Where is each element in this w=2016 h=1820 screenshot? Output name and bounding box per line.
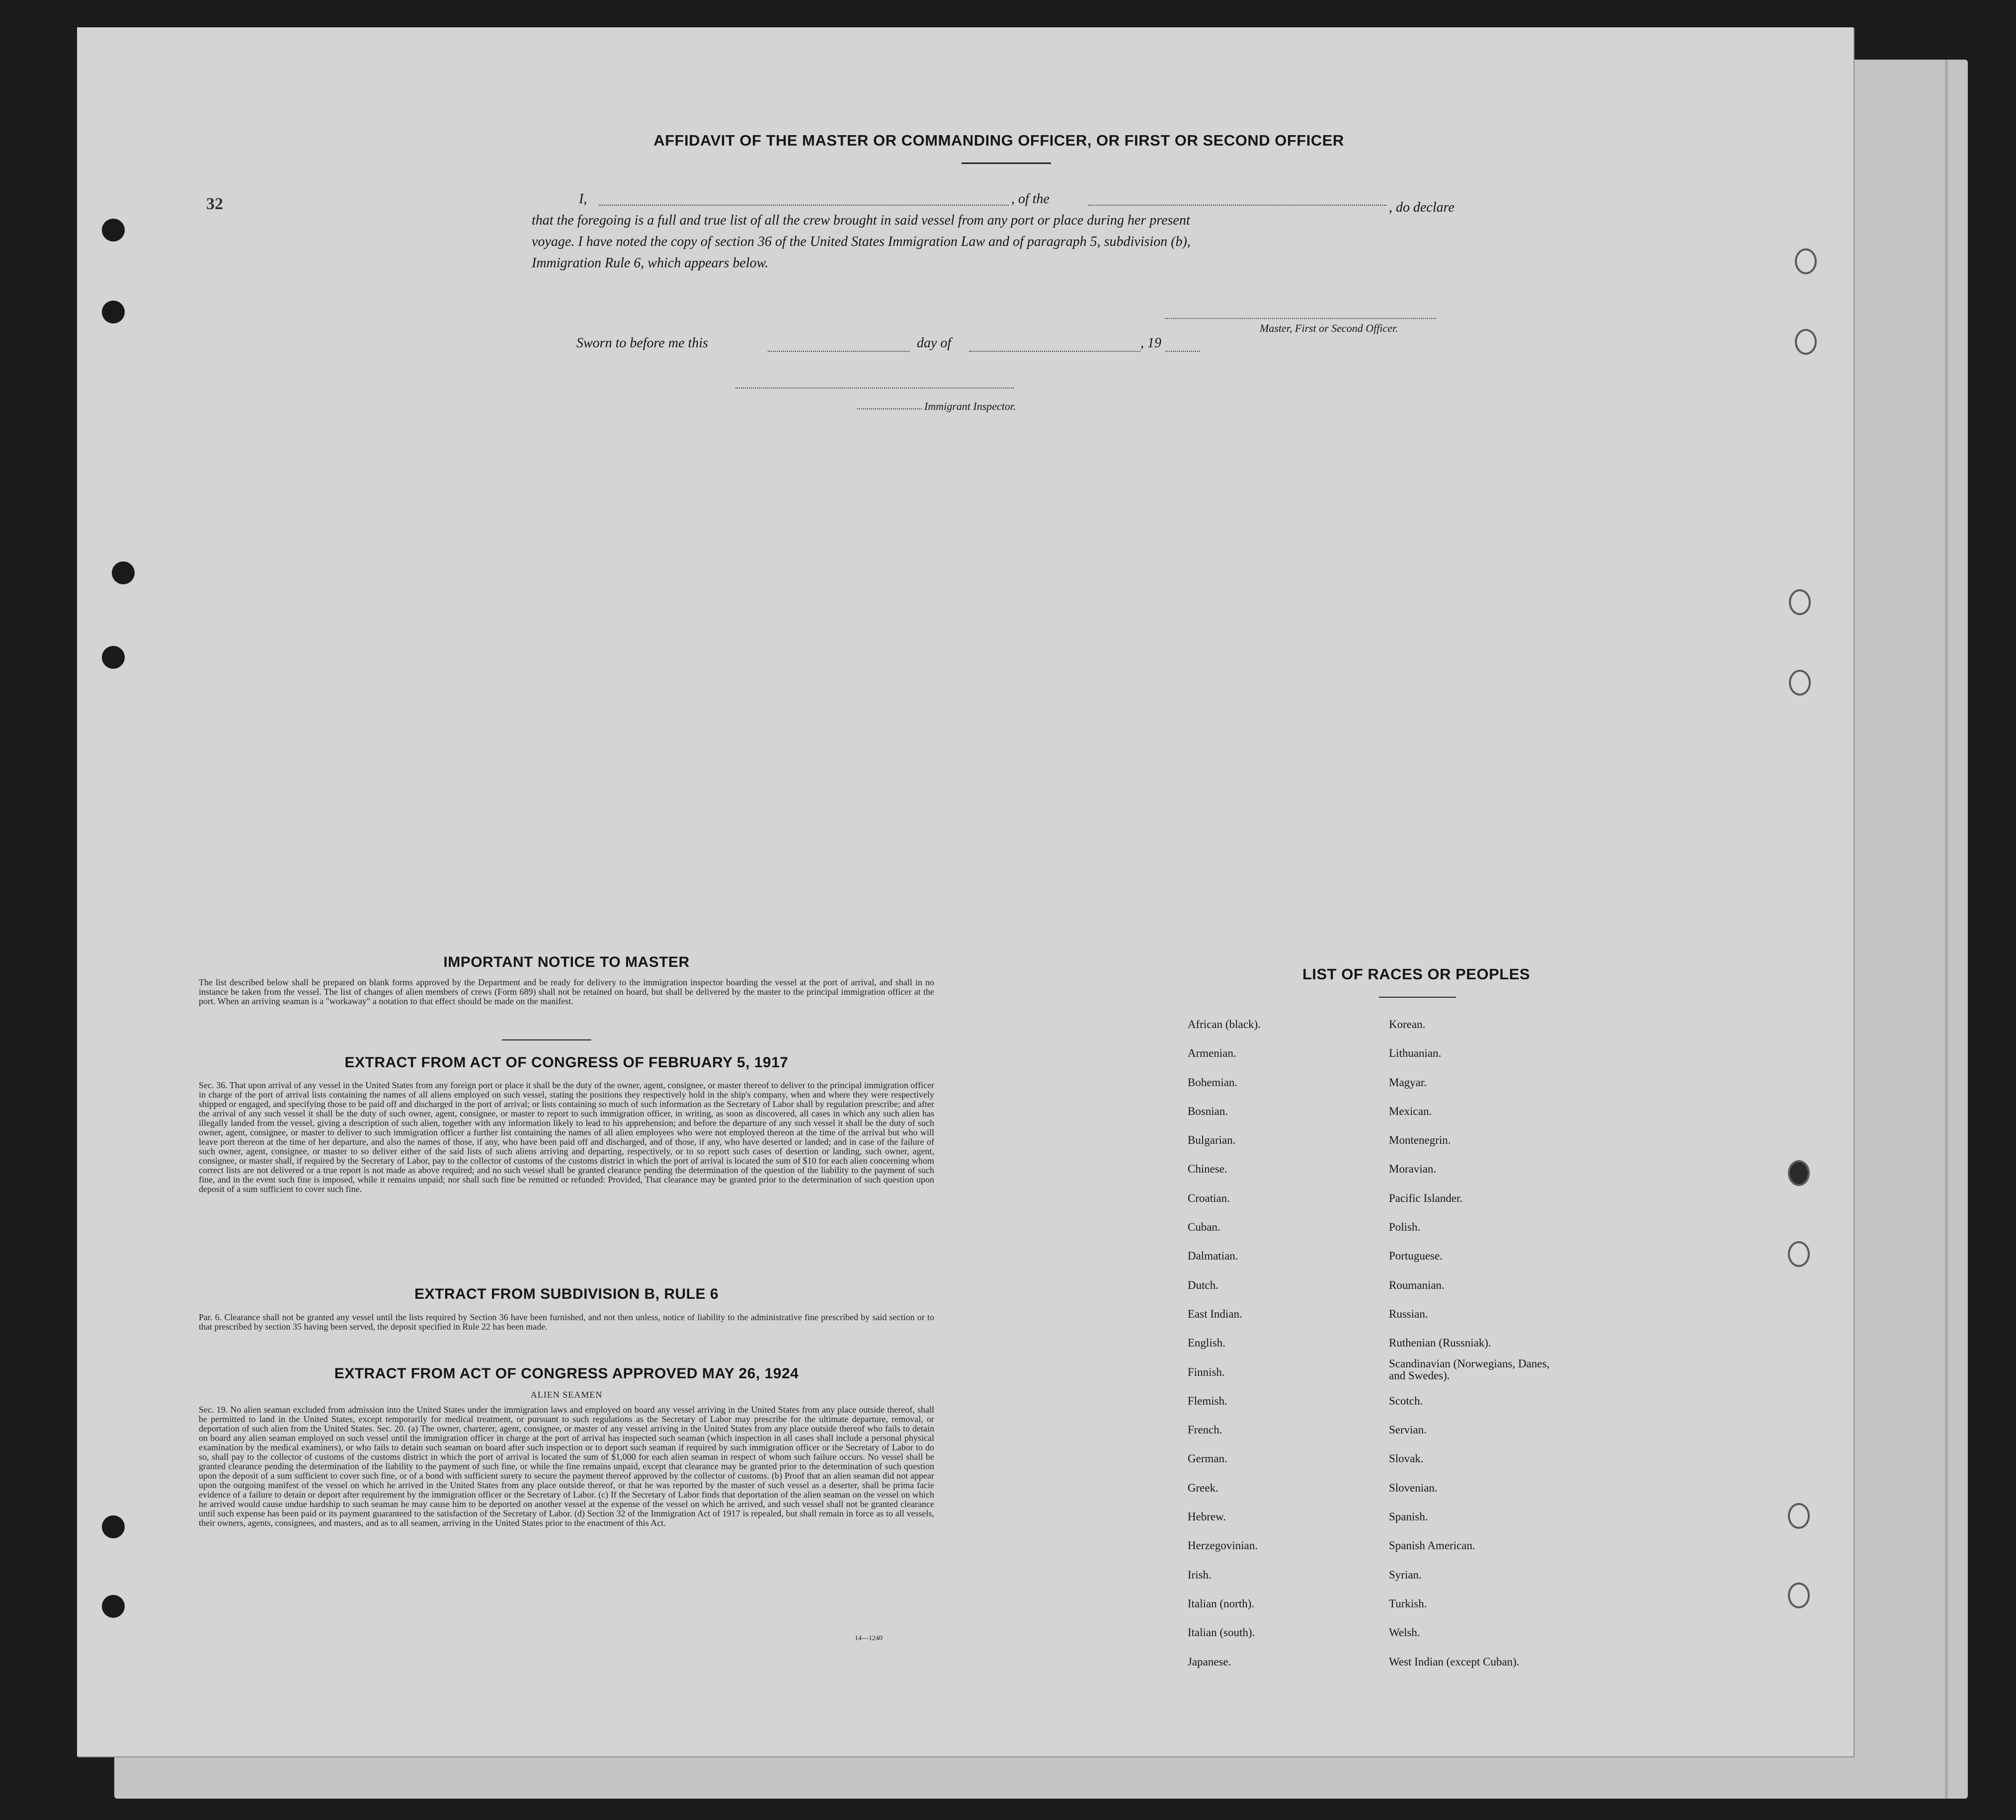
sworn-year-blank[interactable] — [1165, 351, 1200, 352]
punch-hole — [1788, 1241, 1810, 1267]
extract-1924-subtitle: ALIEN SEAMEN — [530, 1390, 603, 1400]
race-item: African (black). — [1188, 1018, 1261, 1030]
title-rule — [962, 162, 1051, 164]
race-item: Irish. — [1188, 1568, 1211, 1581]
vessel-blank[interactable] — [1088, 205, 1386, 206]
punch-hole — [102, 1515, 125, 1538]
master-signature-line[interactable] — [1165, 318, 1436, 319]
notice-title: IMPORTANT NOTICE TO MASTER — [443, 954, 690, 970]
race-item: French. — [1188, 1424, 1222, 1436]
extract-1917-title: EXTRACT FROM ACT OF CONGRESS OF FEBRUARY 5, 1917 — [344, 1054, 789, 1071]
race-item: Ruthenian (Russniak). — [1389, 1337, 1491, 1349]
form-number: 14—1240 — [855, 1635, 883, 1642]
year-label: , 19 — [1140, 335, 1161, 351]
race-item: Welsh. — [1389, 1626, 1420, 1639]
race-item: Bohemian. — [1188, 1076, 1238, 1089]
inspector-signature-line[interactable] — [735, 388, 1014, 389]
do-declare-label: , do declare — [1389, 200, 1454, 215]
race-item: Syrian. — [1389, 1568, 1422, 1581]
race-item: Mexican. — [1389, 1105, 1432, 1117]
race-item: Armenian. — [1188, 1047, 1236, 1060]
race-item: Turkish. — [1389, 1597, 1427, 1610]
race-item: Servian. — [1389, 1424, 1427, 1436]
extract-1917-text: Sec. 36. That upon arrival of any vessel in the United States from any foreign port or place it shall be the duty of the owner, agent, consignee, or master thereof to deliver to the principal immigration officer in charge of the port of arrival lists containing the names of all aliens employed on such vessel, stating the positions they respectively hold in the ship's company, when and where they were respectively shipped or engaged, and specifying those to be paid off and discharged in the port of arrival; or lists containing so much of such information as the Secretary of Labor shall by regulation prescribe; and after the arrival of any such vessel it shall be the duty of such owner, agent, consignee, or master to report to such immigration officer, in writing, as soon as discovered, all cases in which any such alien has illegally landed from the vessel, giving a description of such alien, together with any information likely to lead to his apprehension; and before the departure of any such vessel it shall be the duty of such owner, agent, consignee, or master to deliver to such immigration officer a further list containing the names of all alien employees who were not employed thereon at the time of the arrival but who will leave port thereon at the time of her departure, and also the names of those, if any, who have been paid off and discharged, and of those, if any, who have deserted or landed; and in case of the failure of such owner, agent, consignee, or master to so deliver either of the said lists of such aliens arriving and departing, respectively, or to so report such cases of desertion or landing, such owner, agent, consignee, or master shall, if required by the Secretary of Labor, pay to the collector of customs of the customs district in which the port of arrival is located the sum of $10 for each alien concerning whom correct lists are not delivered or a true report is not made as above required; and no such vessel shall be granted clearance pending the determination of the question of the liability to the payment of such fine, and in the event such fine is imposed, while it remains unpaid; nor shall such fine be remitted or refunded: Provided, That clearance may be granted prior to the determination of such question upon deposit of a sum sufficient to cover such fine. — [199, 1080, 934, 1194]
race-item: Russian. — [1389, 1307, 1428, 1320]
race-item: Italian (south). — [1188, 1626, 1255, 1639]
affidavit-line-1: that the foregoing is a full and true list of all the crew brought in said vessel from any port or place during her present — [532, 213, 1190, 228]
race-item: Spanish American. — [1389, 1539, 1475, 1552]
race-item: Bosnian. — [1188, 1105, 1228, 1117]
extract-1924-title: EXTRACT FROM ACT OF CONGRESS APPROVED MAY 26, 1924 — [334, 1365, 799, 1382]
race-item: West Indian (except Cuban). — [1389, 1655, 1520, 1668]
race-item: Roumanian. — [1389, 1278, 1445, 1291]
race-item: Spanish. — [1389, 1510, 1428, 1523]
race-item: Slovenian. — [1389, 1481, 1438, 1494]
affidavit-line-2: voyage. I have noted the copy of section 36 of the United States Immigration Law and of paragraph 5, subdivision (b), — [532, 234, 1191, 249]
race-item: Moravian. — [1389, 1163, 1437, 1176]
race-item: Lithuanian. — [1389, 1047, 1442, 1060]
name-blank[interactable] — [599, 205, 1009, 206]
punch-hole — [102, 219, 125, 241]
punch-hole — [112, 561, 135, 584]
inspector-label: Immigrant Inspector. — [924, 400, 1016, 412]
race-item: Magyar. — [1389, 1076, 1427, 1089]
races-column-2 — [1389, 1010, 1558, 1676]
races-rule — [1379, 997, 1456, 998]
master-signature-label: Master, First or Second Officer. — [1260, 322, 1398, 334]
race-item: Herzegovinian. — [1188, 1539, 1258, 1552]
margin-mark: 32 — [206, 195, 223, 213]
punch-hole — [1795, 329, 1817, 355]
of-the-label: , of the — [1011, 191, 1049, 207]
extract-1924-text: Sec. 19. No alien seaman excluded from admission into the United States under the immigration laws and employed on board any vessel arriving in the United States from any place outside thereof, shall be permitted to land in the United States, except temporarily for medical treatment, or pursuant to such regulations as the Secretary of Labor may prescribe for the ultimate departure, removal, or deportation of such alien from the United States. Sec. 20. (a) The owner, charterer, agent, consignee, or master of any vessel arriving in the United States from any place outside thereof who fails to detain on board any alien seaman employed on such vessel until the immigration officer in charge at the port of arrival has inspected such seaman (which inspection in all cases shall include a personal physical examination by the medical examiners), or who fails to detain such seaman on board after such inspection or to deport such seaman if required by such immigration officer or the Secretary of Labor to do so, shall pay to the collector of customs of the customs district in which the port of arrival is located the sum of $1,000 for each alien seaman in respect of whom such failure occurs. No vessel shall be granted clearance pending the determination of the liability to the payment of such fine, or while the fine remains unpaid, except that clearance may be granted prior to the determination of such question upon the deposit of a sum sufficient to cover such fine, or of a bond with sufficient surety to secure the payment thereof approved by the collector of customs. (b) Proof that an alien seaman did not appear upon the outgoing manifest of the vessel on which he arrived in the United States from any place outside thereof, or that he was reported by the master of such vessel as a deserter, shall be prima facie evidence of a failure to detain or deport after requirement by the immigration officer or the Secretary of Labor. (c) If the Secretary of Labor finds that deportation of the alien seaman on the vessel on which he arrived would cause undue hardship to such seaman he may cause him to be deported on another vessel at the expense of the vessel on which he arrived, and such vessel shall not be granted clearance until such expense has been paid or its payment guaranteed to the satisfaction of the Secretary of Labor. (d) Section 32 of the Immigration Act of 1917 is repealed, but shall remain in force as to all vessels, their owners, agents, consignees, and masters, and as to all seamen, arriving in the United States prior to the enactment of this Act. — [199, 1405, 934, 1528]
race-item: Hebrew. — [1188, 1510, 1226, 1523]
punch-hole — [1789, 670, 1811, 696]
inspector-lead-line — [857, 408, 922, 409]
race-item: Dutch. — [1188, 1278, 1218, 1291]
punch-hole — [102, 646, 125, 669]
race-item: English. — [1188, 1337, 1226, 1349]
affidavit-title: AFFIDAVIT OF THE MASTER OR COMMANDING OFFICER, OR FIRST OR SECOND OFFICER — [653, 132, 1344, 149]
race-item: Bulgarian. — [1188, 1134, 1236, 1147]
races-column-1 — [1188, 1010, 1261, 1676]
race-item: Dalmatian. — [1188, 1250, 1238, 1263]
affidavit-i-label: I, — [579, 191, 587, 207]
race-item: Flemish. — [1188, 1394, 1227, 1407]
race-item: Croatian. — [1188, 1191, 1230, 1204]
punch-hole — [1795, 248, 1817, 274]
rule6-text: Par. 6. Clearance shall not be granted any vessel until the lists required by Section 36 have been furnished, and not then unless, notice of liability to the administrative fine prescribed by said section or to that prescribed by section 35 having been served, the deposit specified in Rule 22 has been made. — [199, 1312, 934, 1332]
race-item: Italian (north). — [1188, 1597, 1255, 1610]
race-item: Korean. — [1389, 1018, 1426, 1030]
punch-hole — [102, 301, 125, 323]
race-item: Slovak. — [1389, 1452, 1424, 1465]
race-item: Montenegrin. — [1389, 1134, 1451, 1147]
notice-rule — [502, 1039, 591, 1040]
race-item: Pacific Islander. — [1389, 1191, 1463, 1204]
punch-hole — [1788, 1583, 1810, 1608]
sworn-label: Sworn to before me this — [576, 335, 708, 351]
race-item: Greek. — [1188, 1481, 1218, 1494]
race-item: East Indian. — [1188, 1307, 1242, 1320]
race-item: Portuguese. — [1389, 1250, 1443, 1263]
sworn-day-blank[interactable] — [768, 351, 909, 352]
race-item: Finnish. — [1188, 1365, 1225, 1378]
races-title: LIST OF RACES OR PEOPLES — [1302, 965, 1531, 983]
sworn-month-blank[interactable] — [969, 351, 1140, 352]
race-item: Polish. — [1389, 1221, 1421, 1234]
notice-text: The list described below shall be prepared on blank forms approved by the Department and be ready for delivery to the immigration inspector boarding the vessel at the port of arrival, and shall in no instance be taken from the vessel. The list of changes of alien members of crews (Form 689) shall not be retained on board, but shall be delivered by the master to the principal immigration officer at the port. When an arriving seaman is a "workaway" a notation to that effect should be made on the manifest. — [199, 977, 934, 1006]
punch-hole — [1789, 589, 1811, 615]
affidavit-line-3: Immigration Rule 6, which appears below. — [532, 255, 769, 271]
race-item: Scandinavian (Norwegians, Danes, and Swedes). — [1389, 1357, 1550, 1382]
race-item: Japanese. — [1188, 1655, 1231, 1668]
race-item: Cuban. — [1188, 1221, 1220, 1234]
punch-hole — [102, 1595, 125, 1618]
punch-hole — [1788, 1503, 1810, 1529]
race-item: German. — [1188, 1452, 1227, 1465]
rule6-title: EXTRACT FROM SUBDIVISION B, RULE 6 — [414, 1286, 719, 1302]
punch-hole — [1788, 1160, 1810, 1186]
day-of-label: day of — [917, 335, 952, 351]
race-item: Chinese. — [1188, 1163, 1227, 1176]
race-item: Scotch. — [1389, 1394, 1423, 1407]
